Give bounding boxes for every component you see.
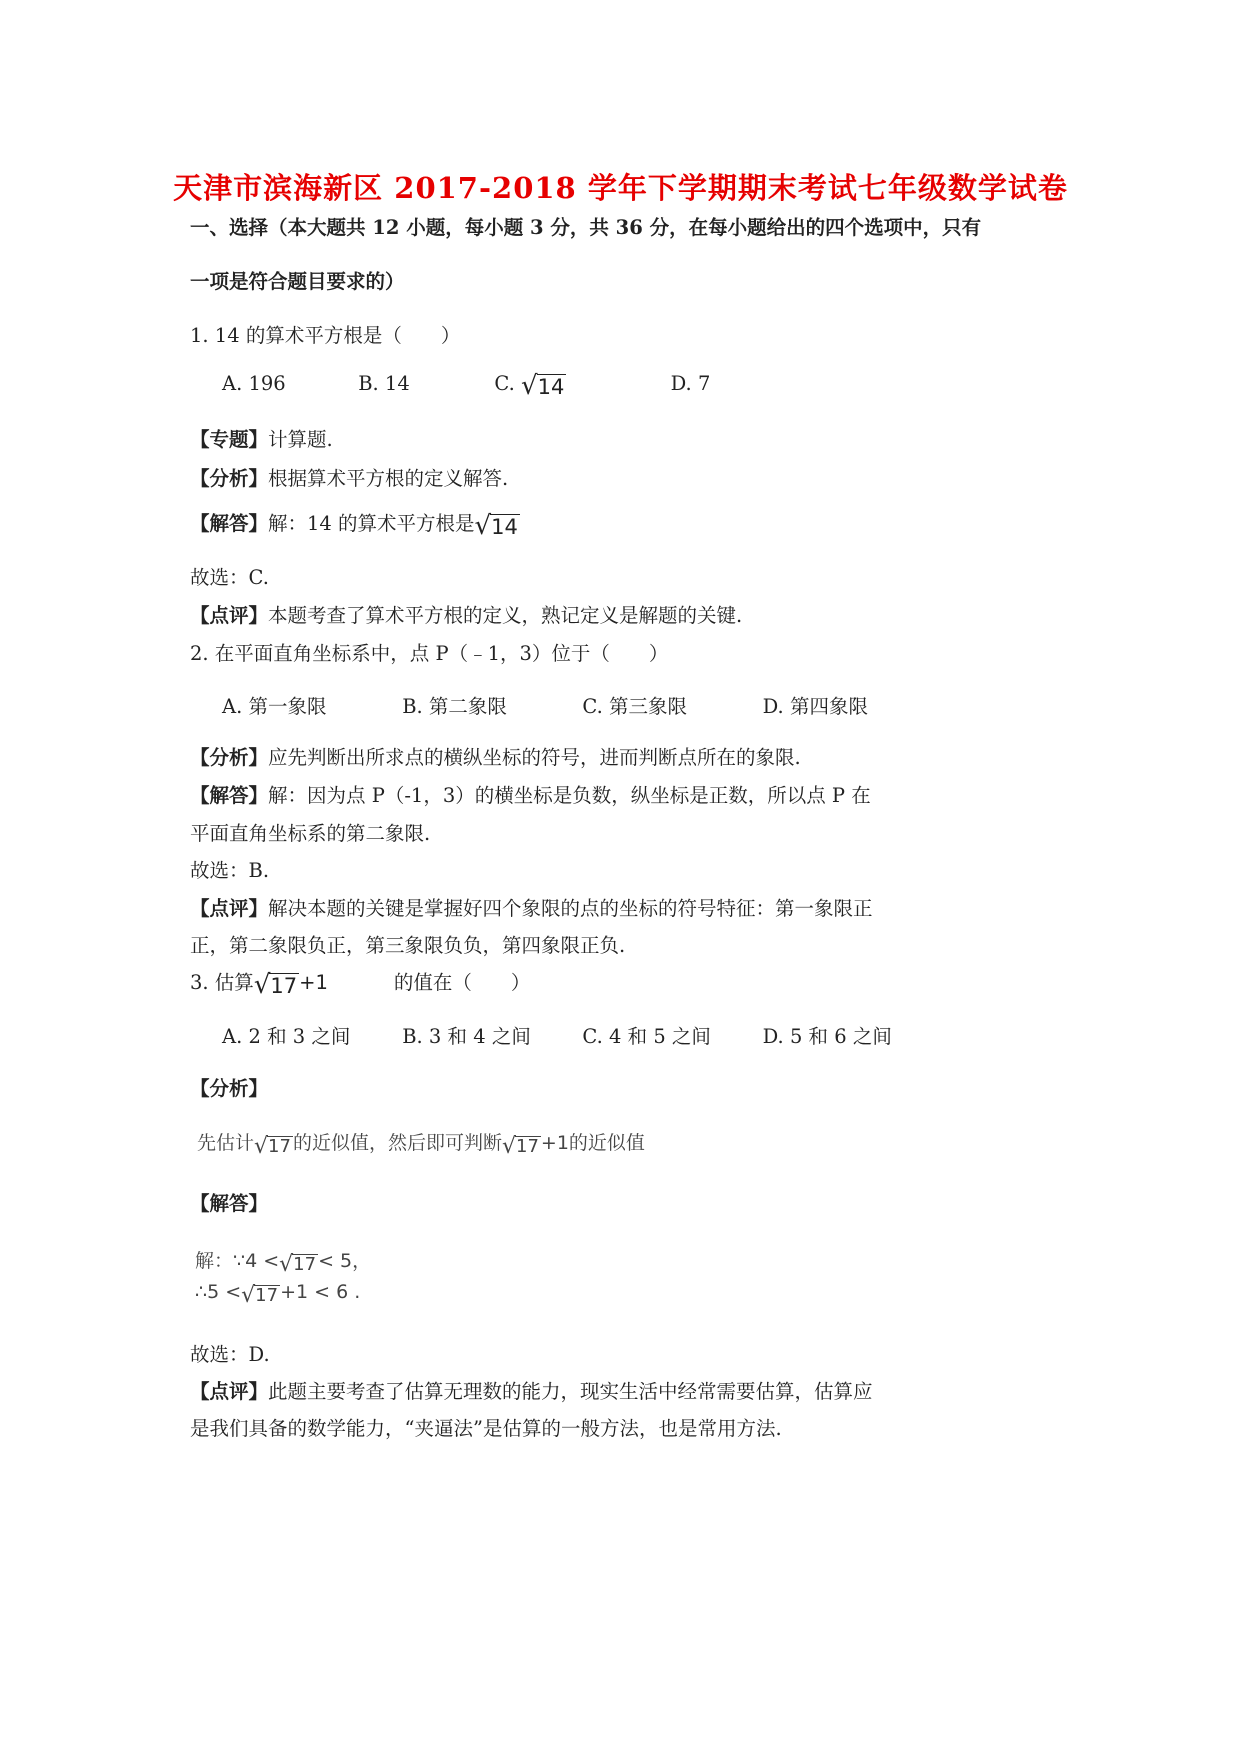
- q2-option-c: C. 第三象限: [582, 695, 688, 718]
- q1-stem: 1. 14 的算术平方根是（ ）: [190, 324, 461, 347]
- q1-option-b: B. 14: [358, 372, 410, 395]
- q3-answer-heading: [190, 1188, 268, 1216]
- q3-comment: [190, 1376, 873, 1404]
- q1-options: [222, 372, 710, 399]
- q3-answer-tag: 【解答】: [190, 1192, 269, 1215]
- q3-options: [222, 1021, 892, 1049]
- q3-analysis-text: [197, 1128, 645, 1158]
- q1-option-d: D. 7: [670, 372, 711, 395]
- sqrt-symbol: √ 17: [253, 970, 298, 1000]
- q1-comment-tag: 【点评】: [190, 604, 269, 627]
- q2-comment: [190, 893, 873, 921]
- q3-analysis-mid: 的近似值，然后即可判断: [292, 1132, 502, 1154]
- q3-sol2-post: +1 < 6 .: [280, 1281, 361, 1303]
- q1-analysis-text: 根据算术平方根的定义解答.: [268, 467, 509, 490]
- q2-answer-text1: 解：因为点 P（-1，3）的横坐标是负数，纵坐标是正数，所以点 P 在: [268, 784, 871, 807]
- q3-option-c: C. 4 和 5 之间: [582, 1025, 711, 1048]
- sqrt-symbol: √ 17: [254, 1134, 291, 1159]
- q3-sol2-radicand: 17: [255, 1285, 279, 1307]
- section-heading-line2: 一项是符合题目要求的）: [190, 270, 405, 293]
- q1-answer: [190, 508, 520, 539]
- section-heading-line1: 一、选择（本大题共 12 小题，每小题 3 分，共 36 分，在每小题给出的四个选项中，只有: [190, 216, 982, 239]
- q1-choice: 故选：C.: [190, 566, 269, 589]
- q3-stem-suffix: 的值在（ ）: [393, 971, 531, 994]
- q3-analysis-radicand2: 17: [516, 1136, 539, 1158]
- q2-option-d: D. 第四象限: [762, 695, 868, 718]
- q3-stem-prefix: 3. 估算: [190, 971, 254, 994]
- q2-comment-line2: 正，第二象限负正，第三象限负负，第四象限正负.: [190, 934, 626, 957]
- q3-analysis-heading: [190, 1073, 268, 1101]
- q1-option-a: A. 196: [222, 372, 286, 395]
- q3-comment-text1: 此题主要考查了估算无理数的能力，现实生活中经常需要估算，估算应: [268, 1380, 873, 1403]
- q3-option-d: D. 5 和 6 之间: [762, 1025, 892, 1048]
- q2-analysis-text: 应先判断出所求点的横纵坐标的符号，进而判断点所在的象限.: [268, 746, 801, 769]
- q3-analysis-post: +1的近似值: [540, 1132, 645, 1154]
- q3-choice: 故选：D.: [190, 1343, 270, 1366]
- q3-sol1-radicand: 17: [293, 1254, 317, 1276]
- q1-option-c: [494, 372, 664, 399]
- sqrt-symbol: √ 17: [241, 1283, 279, 1308]
- q1-analysis: [190, 463, 508, 491]
- q2-option-b: B. 第二象限: [402, 695, 507, 718]
- q3-stem-radicand: 17: [270, 973, 298, 998]
- sqrt-symbol: √ 17: [501, 1134, 539, 1159]
- q3-comment-tag: 【点评】: [190, 1380, 269, 1403]
- q3-sol2-pre: ∴5 <: [195, 1281, 242, 1303]
- q3-option-a: A. 2 和 3 之间: [222, 1025, 351, 1048]
- q1-topic-text: 计算题.: [268, 428, 333, 451]
- q2-answer-line2: 平面直角坐标系的第二象限.: [190, 822, 431, 845]
- q2-stem: 2. 在平面直角坐标系中，点 P（﹣1，3）位于（ ）: [190, 642, 669, 665]
- q3-sol1-pre: 解：∵4 <: [195, 1250, 280, 1272]
- q1-comment-text: 本题考查了算术平方根的定义，熟记定义是解题的关键.: [268, 604, 743, 627]
- q1-option-c-radicand: 14: [537, 374, 565, 399]
- q1-option-c-label: C.: [494, 372, 515, 395]
- sqrt-symbol: √ 14: [474, 511, 518, 541]
- q1-answer-tag: 【解答】: [190, 512, 269, 535]
- q3-stem-plus: +1: [299, 971, 328, 994]
- q1-answer-radicand: 14: [491, 514, 518, 539]
- q1-answer-text: 解：14 的算术平方根是: [268, 512, 475, 535]
- q3-solution-line2: [195, 1281, 360, 1307]
- q2-analysis-tag: 【分析】: [190, 746, 269, 769]
- q2-choice: 故选：B.: [190, 859, 270, 882]
- q2-answer: [190, 780, 871, 808]
- q2-answer-tag: 【解答】: [190, 784, 269, 807]
- q3-comment-line2: 是我们具备的数学能力，“夹逼法”是估算的一般方法，也是常用方法.: [190, 1417, 782, 1440]
- q2-analysis: [190, 742, 801, 770]
- q3-solution-line1: [195, 1246, 371, 1276]
- q3-option-b: B. 3 和 4 之间: [402, 1025, 531, 1048]
- q1-topic: [190, 424, 333, 452]
- q3-stem: [190, 967, 530, 998]
- q2-comment-tag: 【点评】: [190, 897, 269, 920]
- q3-analysis-pre: 先估计: [197, 1132, 255, 1154]
- q2-options: [222, 691, 868, 719]
- q1-topic-tag: 【专题】: [190, 428, 269, 451]
- q3-sol1-post: < 5，: [318, 1250, 372, 1272]
- sqrt-symbol: √ 17: [279, 1252, 317, 1277]
- page-title: 天津市滨海新区 2017-2018 学年下学期期末考试七年级数学试卷: [173, 171, 1068, 205]
- q1-analysis-tag: 【分析】: [190, 467, 269, 490]
- q1-comment: [190, 600, 742, 628]
- q2-comment-text1: 解决本题的关键是掌握好四个象限的点的坐标的符号特征：第一象限正: [268, 897, 873, 920]
- sqrt-symbol: √ 14: [521, 371, 565, 401]
- q3-analysis-radicand1: 17: [268, 1136, 291, 1158]
- q2-option-a: A. 第一象限: [222, 695, 327, 718]
- q3-analysis-tag: 【分析】: [190, 1077, 269, 1100]
